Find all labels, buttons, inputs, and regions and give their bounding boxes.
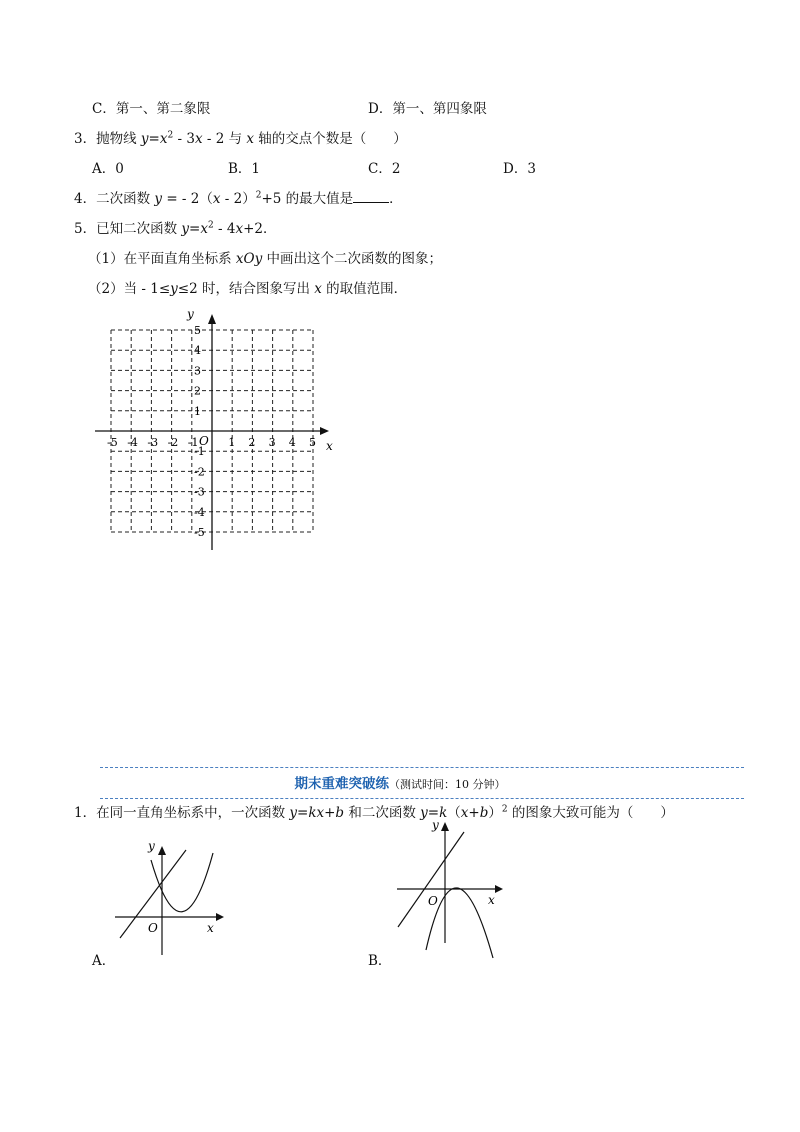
q5-sub-text: 中画出这个二次函数的图象； xyxy=(262,251,442,267)
graph-a-parabola xyxy=(151,853,213,912)
question-number: 1． xyxy=(74,805,97,821)
exponent: 2 xyxy=(167,130,174,141)
graph-b-y-arrow xyxy=(441,822,449,831)
q3-text: - 2 与 xyxy=(202,131,247,147)
graph-b-option-label: B． xyxy=(368,953,392,969)
section-divider-top xyxy=(100,767,744,768)
graph-b-origin-label: O xyxy=(428,894,438,908)
graph-a-y-label: y xyxy=(148,839,155,853)
q5-text: - 4 xyxy=(213,221,236,237)
grid-y-tick-label: -2 xyxy=(194,465,205,479)
q5-sub-text: ≤2 时，结合图象写出 xyxy=(177,281,315,297)
grid-x-arrow xyxy=(320,427,329,435)
grid-y-tick-label: 4 xyxy=(194,344,201,358)
grid-y-tick-label: 2 xyxy=(194,384,201,398)
q5-text: = xyxy=(189,221,201,237)
grid-x-tick-label: -4 xyxy=(127,436,138,449)
q3-option-b: B．1 xyxy=(228,161,261,177)
graph-a-x-label: x xyxy=(207,921,214,935)
quadratic-function: y=k xyxy=(420,805,448,821)
var-x: x xyxy=(235,221,244,237)
p1-text: 的图象大致可能为（ ） xyxy=(507,805,674,821)
graph-b-line xyxy=(398,832,464,927)
q3-text: 抛物线 xyxy=(96,131,141,147)
q3-option-c: C．2 xyxy=(368,161,401,177)
q3-option-d: D．3 xyxy=(503,161,536,177)
grid-y-tick-label: 3 xyxy=(194,364,201,378)
var-x: x xyxy=(212,191,221,207)
var-y: y xyxy=(154,191,163,207)
q3-eq: = xyxy=(148,131,160,147)
section-title: 期末重难突破练 xyxy=(294,776,389,792)
p1-text: 在同一直角坐标系中，一次函数 xyxy=(96,805,290,821)
graph-a-option-label: A． xyxy=(92,953,116,969)
var-xoy: xOy xyxy=(235,251,263,267)
option-c-prev: C．第一、第二象限 xyxy=(92,101,211,117)
grid-y-arrow xyxy=(208,314,216,324)
var-y: y xyxy=(140,131,149,147)
grid-x-label: x xyxy=(326,439,333,453)
q4-text: = - 2（ xyxy=(162,191,213,207)
var-y: y xyxy=(181,221,190,237)
grid-y-tick-label: -4 xyxy=(194,505,205,519)
section-note: （测试时间：10 分钟） xyxy=(389,778,506,791)
section-divider-bottom xyxy=(100,798,744,799)
grid-y-tick-label: 1 xyxy=(194,404,201,418)
graph-a-origin-label: O xyxy=(148,921,158,935)
quadratic-function: x+b xyxy=(460,805,489,821)
grid-x-tick-label: 1 xyxy=(228,436,236,449)
linear-function: y=kx+b xyxy=(289,805,345,821)
exponent: 2 xyxy=(207,220,214,231)
var-x: x xyxy=(246,131,255,147)
q5-text: 已知二次函数 xyxy=(96,221,182,237)
q4-text: 二次函数 xyxy=(96,191,155,207)
graph-b-x-label: x xyxy=(488,893,495,907)
exponent: 2 xyxy=(501,804,508,815)
graph-b-x-arrow xyxy=(495,885,503,893)
option-d-prev: D．第一、第四象限 xyxy=(368,101,487,117)
grid-y-tick-label: -5 xyxy=(194,526,205,539)
grid-x-tick-label: -2 xyxy=(167,436,179,449)
grid-origin-label: O xyxy=(199,434,209,448)
grid-x-tick-label: -5 xyxy=(107,436,118,449)
q3-text: 轴的交点个数是（ ） xyxy=(254,131,407,147)
q5-sub-text: （2）当 - 1≤ xyxy=(88,281,171,297)
section-heading xyxy=(0,772,800,792)
graph-a xyxy=(115,839,224,955)
grid-y-label: y xyxy=(187,307,194,321)
p1-text: ） xyxy=(488,805,502,821)
exponent: 2 xyxy=(255,190,262,201)
question-number: 3． xyxy=(74,131,97,147)
var-x: x xyxy=(159,131,168,147)
p1-text: 和二次函数 xyxy=(344,805,421,821)
practice-question-1 xyxy=(74,804,674,822)
var-x: x xyxy=(194,131,203,147)
q4-text: - 2） xyxy=(220,191,256,207)
grid-x-tick-label: 5 xyxy=(309,436,316,449)
var-y: y xyxy=(170,281,178,297)
graph-a-y-arrow xyxy=(158,846,166,855)
grid-y-tick-label: -1 xyxy=(194,445,205,459)
grid-x-tick-label: -3 xyxy=(147,436,159,449)
grid-x-tick-label: 2 xyxy=(248,436,256,449)
question-number: 4． xyxy=(74,191,97,207)
q4-text: +5 的最大值是 xyxy=(261,191,354,207)
grid-y-tick-label: -3 xyxy=(194,485,205,499)
grid-axes xyxy=(95,314,329,550)
graph-b-y-label: y xyxy=(432,818,439,832)
question-number: 5． xyxy=(74,221,97,237)
var-x: x xyxy=(200,221,208,237)
grid-x-tick-label: -1 xyxy=(187,436,199,449)
q3-option-a: A．0 xyxy=(92,161,124,177)
grid-y-tick-label: 5 xyxy=(194,324,201,337)
q3-text: - 3 xyxy=(173,131,195,147)
q5-sub-text: （1）在平面直角坐标系 xyxy=(88,251,236,267)
grid-x-tick-label: 3 xyxy=(268,436,276,449)
var-x: x xyxy=(314,281,322,297)
p1-text: （ xyxy=(447,805,461,821)
q5-sub-text: 的取值范围． xyxy=(321,281,408,297)
graph-b xyxy=(397,818,503,958)
grid-x-tick-label: 4 xyxy=(288,436,296,449)
q5-text: +2． xyxy=(243,221,277,237)
q4-text: ． xyxy=(389,191,403,207)
graph-a-x-arrow xyxy=(216,913,224,921)
